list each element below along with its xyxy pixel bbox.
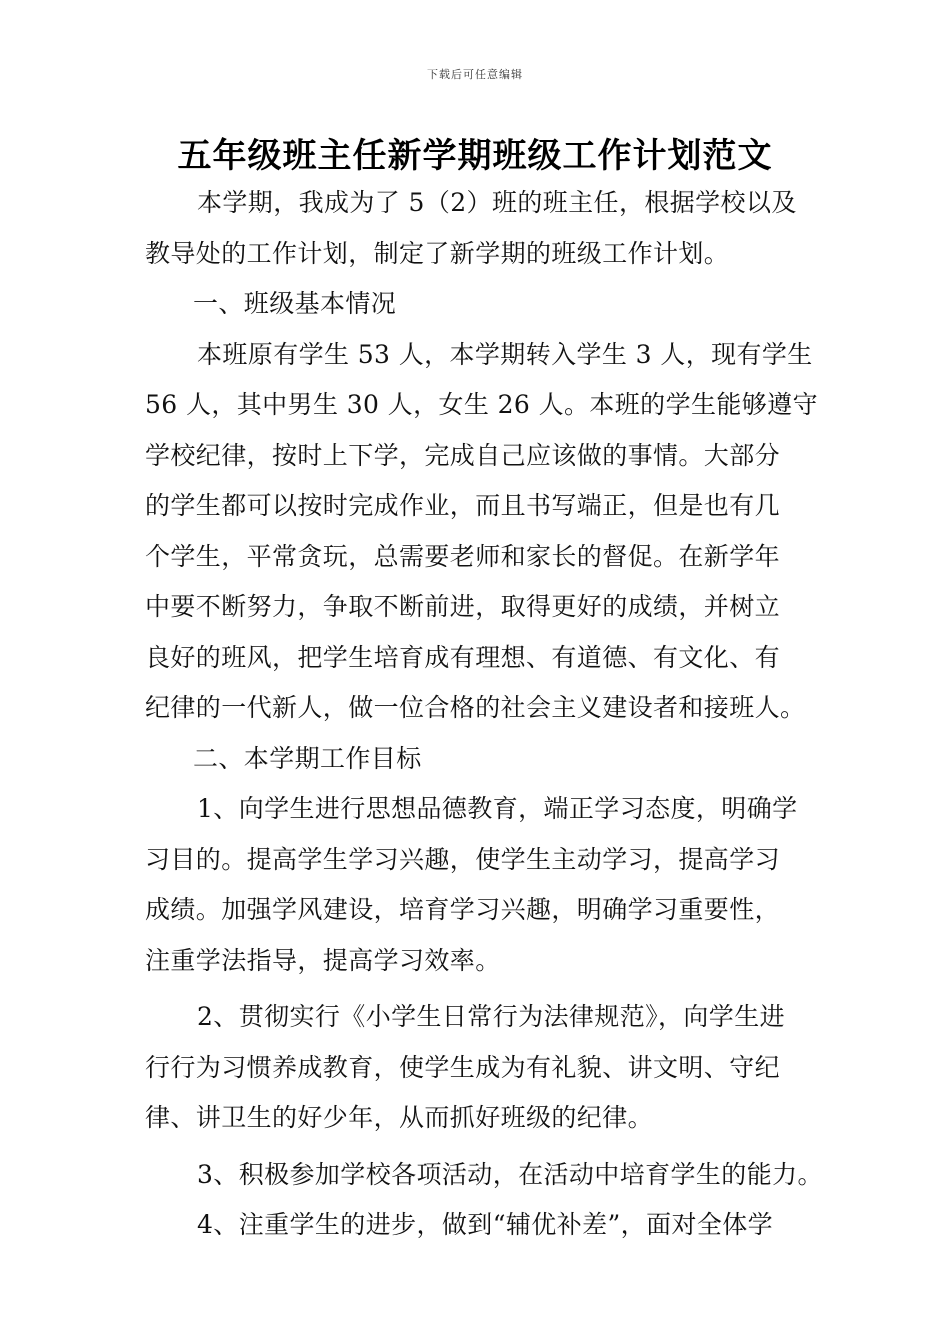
section-heading: 一、班级基本情况	[193, 289, 397, 318]
paragraph-line: 本班原有学生 53 人，本学期转入学生 3 人，现有学生	[197, 339, 813, 369]
paragraph-line: 学校纪律，按时上下学，完成自己应该做的事情。大部分	[145, 440, 781, 470]
paragraph-line: 本学期，我成为了 5（2）班的班主任，根据学校以及	[197, 188, 797, 217]
paragraph-line: 1、向学生进行思想品德教育，端正学习态度，明确学	[197, 794, 798, 823]
paragraph-line: 2、贯彻实行《小学生日常行为法律规范》，向学生进	[197, 1002, 786, 1031]
paragraph-line: 律、讲卫生的好少年，从而抓好班级的纪律。	[145, 1103, 654, 1132]
paragraph-line: 行行为习惯养成教育，使学生成为有礼貌、讲文明、守纪	[145, 1052, 781, 1082]
paragraph-line: 56 人，其中男生 30 人，女生 26 人。本班的学生能够遵守	[145, 390, 818, 419]
paragraph-line: 4、注重学生的进步，做到“辅优补差”，面对全体学	[197, 1210, 774, 1239]
paragraph-line: 中要不断努力，争取不断前进，取得更好的成绩，并树立	[145, 592, 781, 621]
document-body	[145, 178, 823, 1251]
paragraph-line: 习目的。提高学生学习兴趣，使学生主动学习，提高学习	[145, 844, 781, 874]
paragraph-line: 教导处的工作计划，制定了新学期的班级工作计划。	[145, 238, 730, 268]
section-heading: 二、本学期工作目标	[193, 743, 422, 773]
paragraph-line: 3、积极参加学校各项活动，在活动中培育学生的能力。	[197, 1159, 823, 1189]
header-note: 下载后可任意编辑	[427, 68, 523, 81]
paragraph-line: 纪律的一代新人，做一位合格的社会主义建设者和接班人。	[145, 693, 806, 722]
document-title: 五年级班主任新学期班级工作计划范文	[177, 136, 773, 176]
paragraph-line: 良好的班风，把学生培育成有理想、有道德、有文化、有	[145, 642, 781, 672]
paragraph-line: 成绩。加强学风建设，培育学习兴趣，明确学习重要性，	[145, 895, 781, 924]
paragraph-line: 个学生，平常贪玩，总需要老师和家长的督促。在新学年	[145, 541, 781, 571]
paragraph-line: 注重学法指导，提高学习效率。	[145, 945, 501, 975]
paragraph-line: 的学生都可以按时完成作业，而且书写端正，但是也有几	[145, 491, 781, 520]
